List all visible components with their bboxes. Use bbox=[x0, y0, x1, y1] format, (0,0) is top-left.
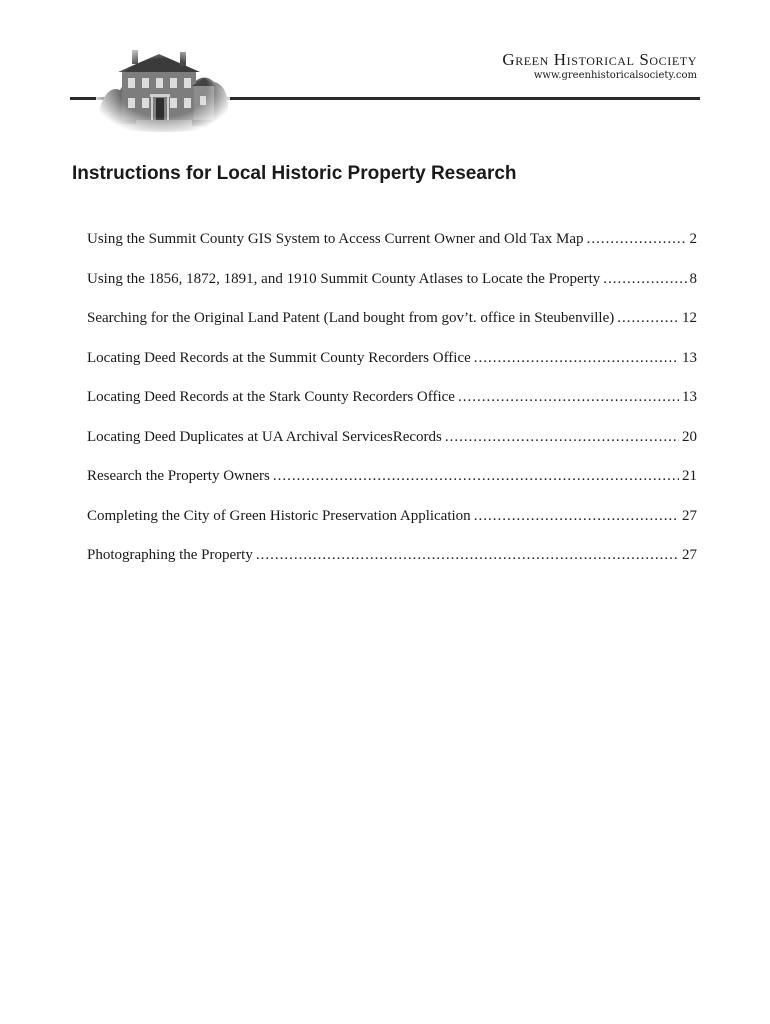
toc-entry-text: Locating Deed Records at the Summit County Recorders Office bbox=[87, 349, 471, 366]
toc-entry-text: Locating Deed Duplicates at UA Archival ServicesRecords bbox=[87, 428, 442, 445]
toc-entry-text: Research the Property Owners bbox=[87, 468, 270, 484]
toc-page-number: 27 bbox=[682, 547, 697, 563]
toc-dot-leader bbox=[617, 310, 679, 327]
toc-dot-leader bbox=[458, 389, 679, 406]
toc-dot-leader bbox=[256, 547, 679, 564]
toc-entry[interactable] bbox=[87, 468, 697, 490]
toc-entry-text: Photographing the Property bbox=[87, 547, 253, 563]
toc-entry[interactable] bbox=[87, 350, 697, 372]
toc-entry-text: Locating Deed Records at the Stark County Recorders Office bbox=[87, 389, 455, 405]
toc-dot-leader bbox=[587, 231, 687, 248]
toc-entry-text: Using the 1856, 1872, 1891, and 1910 Summit County Atlases to Locate the Property bbox=[87, 270, 601, 287]
toc-page-number: 20 bbox=[682, 428, 697, 445]
toc-page-number: 21 bbox=[682, 468, 697, 484]
toc-page-number: 8 bbox=[689, 270, 697, 287]
toc-entry[interactable] bbox=[87, 508, 697, 530]
toc-dot-leader bbox=[474, 508, 679, 525]
toc-page-number: 2 bbox=[689, 231, 697, 247]
toc-entry-text: Completing the City of Green Historic Preservation Application bbox=[87, 507, 471, 524]
table-of-contents bbox=[87, 231, 697, 587]
toc-dot-leader bbox=[273, 468, 679, 485]
toc-entry[interactable] bbox=[87, 389, 697, 411]
toc-entry[interactable] bbox=[87, 271, 697, 293]
historic-house-icon bbox=[96, 44, 230, 132]
toc-page-number: 27 bbox=[682, 507, 697, 524]
org-name: Green Historical Society bbox=[502, 50, 697, 69]
toc-entry[interactable] bbox=[87, 429, 697, 451]
toc-entry[interactable] bbox=[87, 231, 697, 253]
toc-dot-leader bbox=[474, 350, 679, 367]
toc-entry[interactable] bbox=[87, 310, 697, 332]
toc-page-number: 13 bbox=[682, 389, 697, 405]
toc-page-number: 13 bbox=[682, 349, 697, 366]
toc-dot-leader bbox=[603, 271, 686, 288]
org-website-url[interactable]: www.greenhistoricalsociety.com bbox=[533, 70, 697, 81]
document-title: Instructions for Local Historic Property Research bbox=[72, 163, 517, 184]
toc-dot-leader bbox=[445, 429, 679, 446]
toc-entry-text: Searching for the Original Land Patent (Land bought from gov’t. office in Steubenville) bbox=[87, 310, 615, 326]
toc-entry[interactable] bbox=[87, 547, 697, 569]
toc-page-number: 12 bbox=[682, 310, 697, 326]
toc-entry-text: Using the Summit County GIS System to Access Current Owner and Old Tax Map bbox=[87, 231, 584, 247]
